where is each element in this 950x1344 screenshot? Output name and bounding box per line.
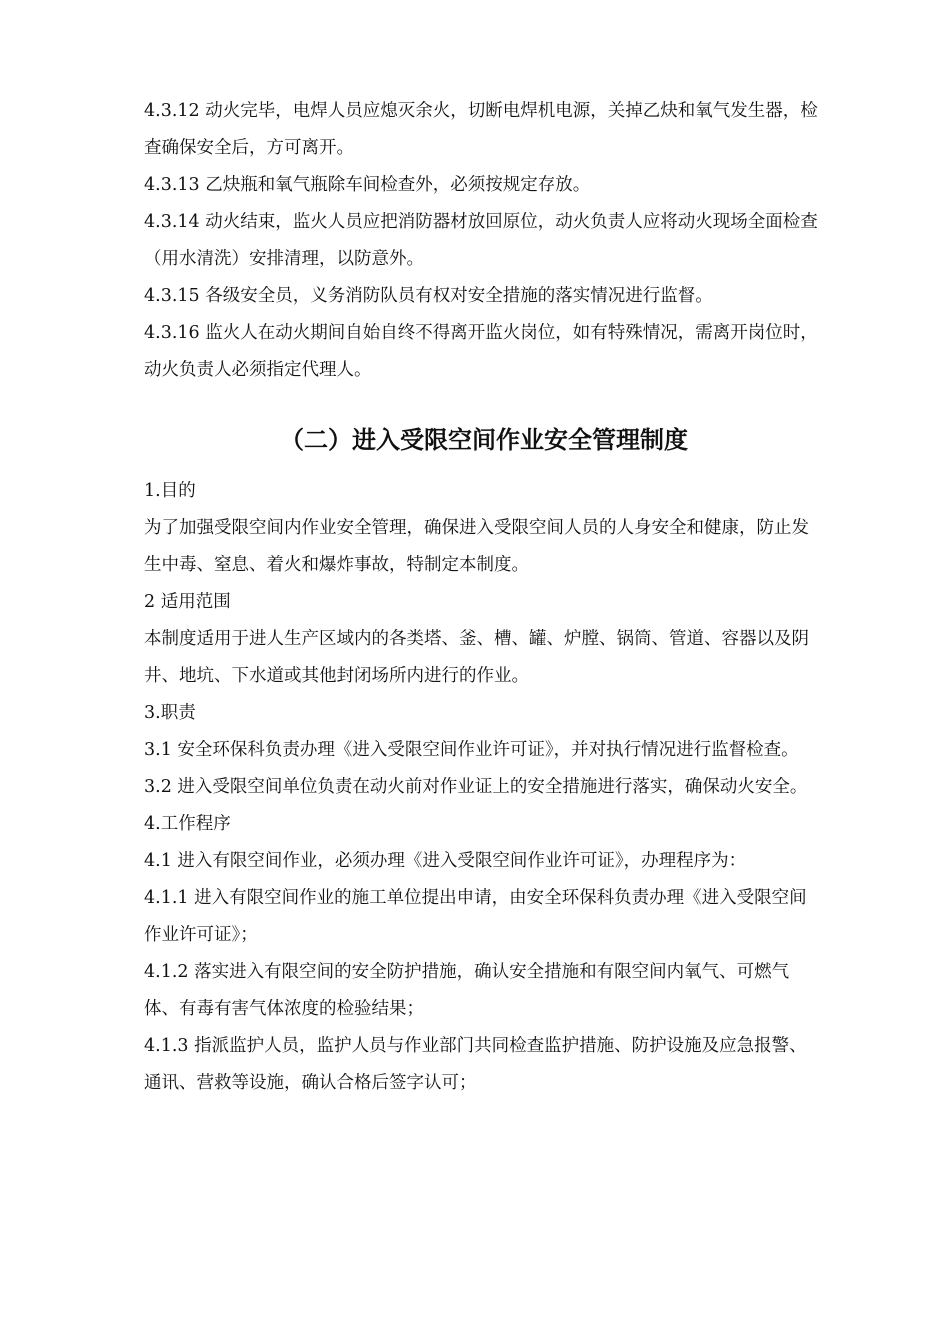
- paragraph-3-1: 3.1 安全环保科负责办理《进入受限空间作业许可证》，并对执行情况进行监督检查。: [144, 740, 799, 760]
- paragraph-4-3-13: 4.3.13 乙炔瓶和氧气瓶除车间检查外，必须按规定存放。: [144, 175, 591, 195]
- paragraph-4-1-2: 4.1.2 落实进入有限空间的安全防护措施，确认安全措施和有限空间内氧气、可燃气体、有毒有害气体浓度的检验结果；: [144, 962, 790, 1019]
- heading-purpose: 1.目的: [144, 481, 196, 501]
- heading-scope: 2 适用范围: [144, 592, 231, 612]
- paragraph-4-1-1: 4.1.1 进入有限空间作业的施工单位提出申请，由安全环保科负责办理《进入受限空间作业许可证》；: [144, 888, 807, 945]
- paragraph-scope: 本制度适用于进人生产区域内的各类塔、釜、槽、罐、炉膛、锅筒、管道、容器以及阴井、地坑、下水道或其他封闭场所内进行的作业。: [144, 629, 809, 686]
- spacer: [144, 460, 824, 473]
- paragraph-3-2: 3.2 进入受限空间单位负责在动火前对作业证上的安全措施进行落实，确保动火安全。: [144, 777, 808, 797]
- paragraph-4-3-14: 4.3.14 动火结束，监火人员应把消防器材放回原位，动火负责人应将动火现场全面检查（用水清洗）安排清理，以防意外。: [144, 212, 818, 269]
- spacer: [144, 389, 824, 420]
- paragraph-4-1-3: 4.1.3 指派监护人员，监护人员与作业部门共同检查监护措施、防护设施及应急报警、通讯、营救等设施，确认合格后签字认可；: [144, 1036, 807, 1093]
- paragraph-4-3-16: 4.3.16 监火人在动火期间自始自终不得离开监火岗位，如有特殊情况，需离开岗位时，动火负责人必须指定代理人。: [144, 323, 818, 380]
- paragraph-purpose: 为了加强受限空间内作业安全管理，确保进入受限空间人员的人身安全和健康，防止发生中毒、窒息、着火和爆炸事故，特制定本制度。: [144, 518, 809, 575]
- document-body: [144, 93, 824, 1102]
- paragraph-4-1: 4.1 进入有限空间作业，必须办理《进入受限空间作业许可证》，办理程序为：: [144, 851, 747, 871]
- paragraph-4-3-15: 4.3.15 各级安全员，义务消防队员有权对安全措施的落实情况进行监督。: [144, 286, 713, 306]
- heading-duties: 3.职责: [144, 703, 196, 723]
- paragraph-4-3-12: 4.3.12 动火完毕，电焊人员应熄灭余火，切断电焊机电源，关掉乙炔和氧气发生器，检查确保安全后，方可离开。: [144, 101, 818, 158]
- section-title: （二）进入受限空间作业安全管理制度: [280, 426, 688, 454]
- heading-procedure: 4.工作程序: [144, 814, 231, 834]
